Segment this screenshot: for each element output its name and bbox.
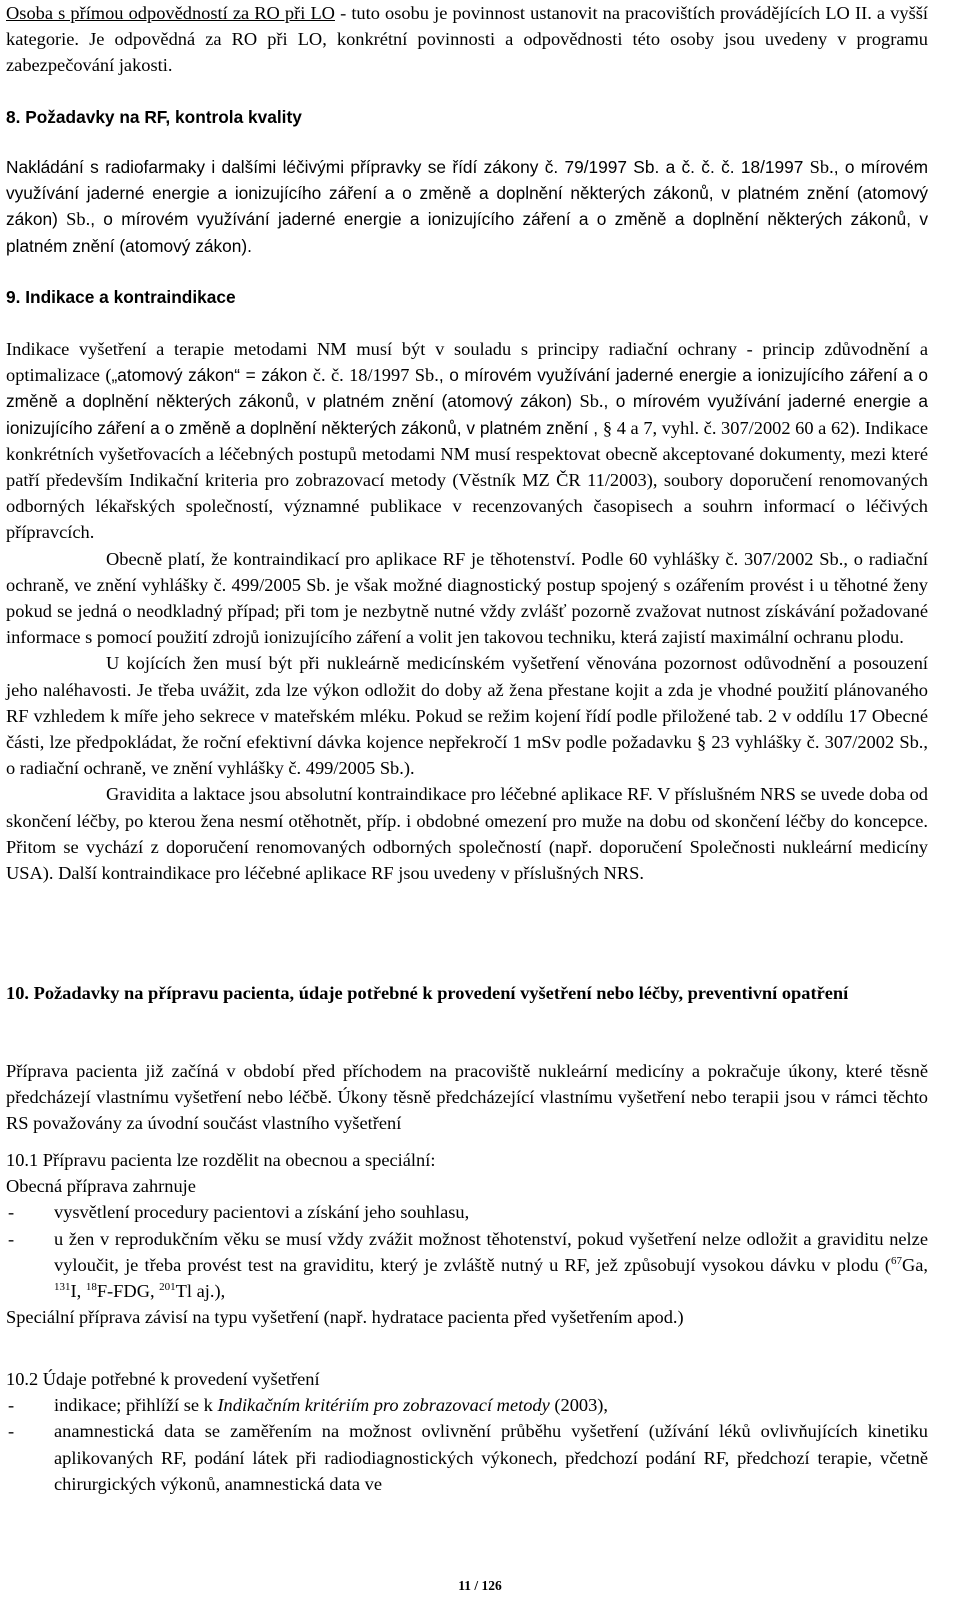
list-item: - indikace; přihlíží se k Indikačním kritériím pro zobrazovací metody (2003), bbox=[6, 1392, 928, 1418]
section-10-heading: 10. Požadavky na přípravu pacienta, údaje potřebné k provedení vyšetření nebo léčby, preventivní opatření bbox=[6, 983, 849, 1003]
list-dash: - bbox=[8, 1202, 15, 1223]
underlined-term: Osoba s přímou odpovědností za RO při LO bbox=[6, 3, 335, 23]
special-preparation-text: Speciální příprava závisí na typu vyšetření (např. hydratace pacienta před vyšetřením apod.) bbox=[6, 1307, 684, 1328]
section-8-text: Nakládání s radiofarmaky i dalšími léčivými přípravky se řídí zákony č. 79/1997 Sb. a č. č. č. 18/1997 Sb., o mírovém využívání jaderné energie a ionizujícího záření a o změně a doplnění některých zákonů, v platném znění (atomový zákon) Sb., o mírovém využívání jaderné energie a ionizujícího záření a o změně a doplnění některých zákonů, v platném znění (atomový zákon). bbox=[6, 157, 929, 256]
general-preparation-label: Obecná příprava zahrnuje bbox=[6, 1176, 196, 1197]
list-dash: - bbox=[8, 1228, 15, 1249]
section-9-paragraph-2: Obecně platí, že kontraindikací pro aplikace RF je těhotenství. Podle 60 vyhlášky č. 307/2002 Sb., o radiační ochraně, ve znění vyhlášky č. 499/2005 Sb. je však možné diagnostický postup spojený s ozářením provést i u těhotné ženy pokud se jedná o neodkladný případ; při tom je nezbytně nutné vždy zvlášť pozorně zvažovat nutnost získávání požadované informace s pomocí použití zdrojů ionizujícího záření a volit jen takovou techniku, která zajistí maximální ochranu plodu. bbox=[6, 548, 928, 648]
section-8-heading: 8. Požadavky na RF, kontrola kvality bbox=[6, 107, 302, 127]
list-item: - u žen v reprodukčním věku se musí vždy zvážit možnost těhotenství, pokud vyšetření nelze odložit a graviditu nelze vyloučit, je třeba provést test na graviditu, který je zvláště nutný u RF, jež způsobují vysokou dávku v plodu ($^{67}$Ga, $^{131}$I, $^{18}$F-FDG, $^{201}$Tl aj.), bbox=[6, 1226, 928, 1305]
section-10-1-title: 10.1 Přípravu pacienta lze rozdělit na obecnou a speciální: bbox=[6, 1150, 436, 1170]
section-10-2 bbox=[6, 1366, 928, 1497]
section-9-paragraph-3: U kojících žen musí být při nukleárně medicínském vyšetření věnována pozornost odůvodnění a posouzení jeho naléhavosti. Je třeba uvážit, zda lze výkon odložit do doby až žena přestane kojit a zda je vhodné použití plánovaného RF vzhledem k míře jeho sekrece v mateřském mléku. Pokud se režim kojení řídí podle přiložené tab. 2 v oddílu 17 Obecné části, lze předpokládat, že roční efektivní dávka kojence nepřekročí 1 mSv podle požadavku § 23 vyhlášky č. 307/2002 Sb., o radiační ochraně, ve znění vyhlášky č. 499/2005 Sb.). bbox=[6, 653, 928, 779]
section-9-body bbox=[6, 336, 928, 886]
section-10-1 bbox=[6, 1147, 928, 1330]
section-10-2-title: 10.2 Údaje potřebné k provedení vyšetření bbox=[6, 1369, 320, 1389]
list-item: - anamnestická data se zaměřením na možnost ovlivnění průběhu vyšetření (užívání léků ovlivňujících kinetiku aplikovaných RF, podání látek při radiodiagnostických výkonech, předchozí podání RF, předchozí terapie, včetně chirurgických výkonů, anamnestická data ve bbox=[6, 1418, 928, 1497]
list-dash: - bbox=[8, 1421, 15, 1442]
section-9-paragraph-1: Indikace vyšetření a terapie metodami NM musí být v souladu s principy radiační ochrany - princip zdůvodnění a optimalizace („atomový zákon“ = zákon č. č. 18/1997 Sb., o mírovém využívání jaderné energie a ionizujícího záření a o změně a doplnění některých zákonů, v platném znění (atomový zákon) Sb., o mírovém využívání jaderné energie a ionizujícího záření a o změně a doplnění některých zákonů, v platném znění , § 4 a 7, vyhl. č. 307/2002 60 a 62). Indikace konkrétních vyšetřovacích a léčebných postupů metodami NM musí respektovat obecně akceptované dokumenty, mezi které patří především Indikační kriteria pro zobrazovací metody (Věstník MZ ČR 11/2003), soubory doporučení renomovaných odborných lékařských společností, významné publikace v recenzovaných časopisech a souhrn informací o léčivých přípravcích. bbox=[6, 339, 929, 543]
paragraph-responsible-person: Osoba s přímou odpovědností za RO při LO - tuto osobu je povinnost ustanovit na pracovištích provádějících LO II. a vyšší kategorie. Je odpovědná za RO při LO, konkrétní povinnosti a odpovědnosti této osoby jsou uvedeny v programu zabezpečování jakosti. bbox=[6, 3, 928, 76]
section-9-heading: 9. Indikace a kontraindikace bbox=[6, 287, 236, 307]
section-10-intro: Příprava pacienta již začíná v období před příchodem na pracoviště nukleární medicíny a pokračuje úkony, které těsně předcházejí vlastnímu vyšetření nebo léčbě. Úkony těsně předcházející vlastnímu vyšetření nebo terapii jsou v rámci těchto RS považovány za úvodní součást vlastního vyšetření bbox=[6, 1061, 928, 1134]
page-number: 11 / 126 bbox=[458, 1578, 502, 1593]
section-9-paragraph-4: Gravidita a laktace jsou absolutní kontraindikace pro léčebné aplikace RF. V příslušném NRS se uvede doba od skončení léčby, po kterou žena nesmí otěhotnět, příp. i obdobné omezení pro muže na dobu od skončení léčby do koncepce. Přitom se vychází z doporučení renomovaných odborných společností (např. doporučení Společnosti nukleární medicíny USA). Další kontraindikace pro léčebné aplikace RF jsou uvedeny v příslušných NRS. bbox=[6, 784, 928, 884]
list-dash: - bbox=[8, 1395, 15, 1416]
list-item: - vysvětlení procedury pacientovi a získání jeho souhlasu, bbox=[6, 1199, 928, 1225]
